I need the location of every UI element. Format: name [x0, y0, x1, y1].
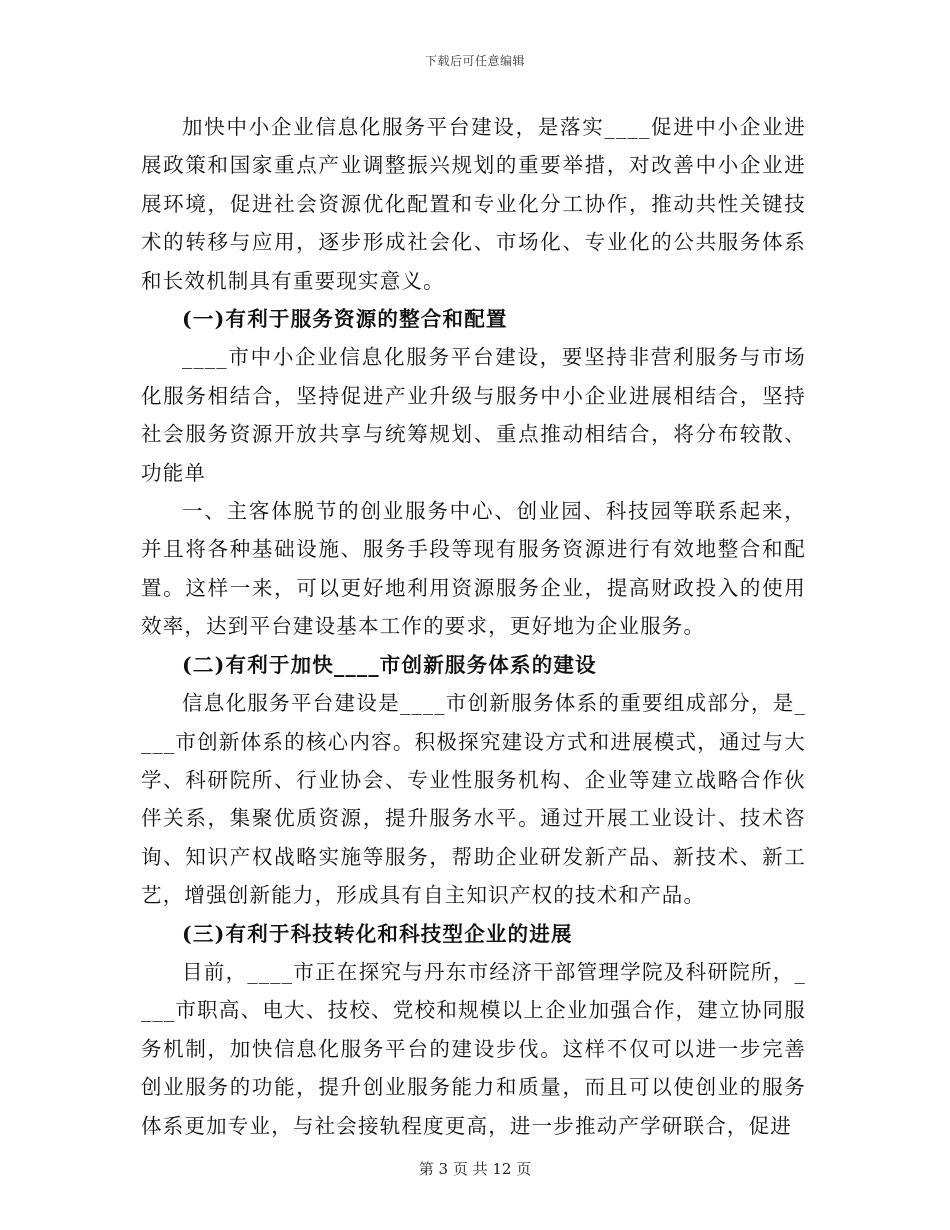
paragraph-section-1b: 一、主客体脱节的创业服务中心、创业园、科技园等联系起来，并且将各种基础设施、服务手段等现有服务资源进行有效地整合和配置。这样一来，可以更好地利用资源服务企业，提高财政投入的使用效率，达到平台建设基本工作的要求，更好地为企业服务。 — [141, 499, 806, 639]
page-footer: 第 3 页 共 12 页 — [418, 1160, 532, 1178]
paragraph-section-1a: ____市中小企业信息化服务平台建设，要坚持非营利服务与市场化服务相结合，坚持促进产业升级与服务中小企业进展相结合，坚持社会服务资源开放共享与统筹规划、重点推动相结合，将分布较散、功能单 — [141, 345, 806, 485]
paragraph-section-3: 目前，____市正在探究与丹东市经济干部管理学院及科研院所，____市职高、电大、技校、党校和规模以上企业加强合作，建立协同服务机制，加快信息化服务平台的建设步伐。这样不仅可以进一步完善创业服务的功能，提升创业服务能力和质量，而且可以使创业的服务体系更加专业，与社会接轨程度更高，进一步推动产学研联合，促进 — [141, 959, 806, 1138]
section-heading-3: (三)有利于科技转化和科技型企业的进展 — [182, 921, 573, 946]
document-body — [141, 108, 806, 1145]
section-heading-1: (一)有利于服务资源的整合和配置 — [182, 307, 508, 332]
page-header: 下载后可任意编辑 — [424, 54, 525, 68]
paragraph-intro: 加快中小企业信息化服务平台建设，是落实____促进中小企业进展政策和国家重点产业调整振兴规划的重要举措，对改善中小企业进展环境，促进社会资源优化配置和专业化分工协作，推动共性关键技术的转移与应用，逐步形成社会化、市场化、专业化的公共服务体系和长效机制具有重要现实意义。 — [141, 115, 806, 293]
section-heading-2: (二)有利于加快____市创新服务体系的建设 — [182, 652, 597, 677]
paragraph-section-2: 信息化服务平台建设是____市创新服务体系的重要组成部分，是____市创新体系的核心内容。积极探究建设方式和进展模式，通过与大学、科研院所、行业协会、专业性服务机构、企业等建立战略合作伙伴关系，集聚优质资源，提升服务水平。通过开展工业设计、技术咨询、知识产权战略实施等服务，帮助企业研发新产品、新技术、新工艺，增强创新能力，形成具有自主知识产权的技术和产品。 — [141, 691, 806, 908]
